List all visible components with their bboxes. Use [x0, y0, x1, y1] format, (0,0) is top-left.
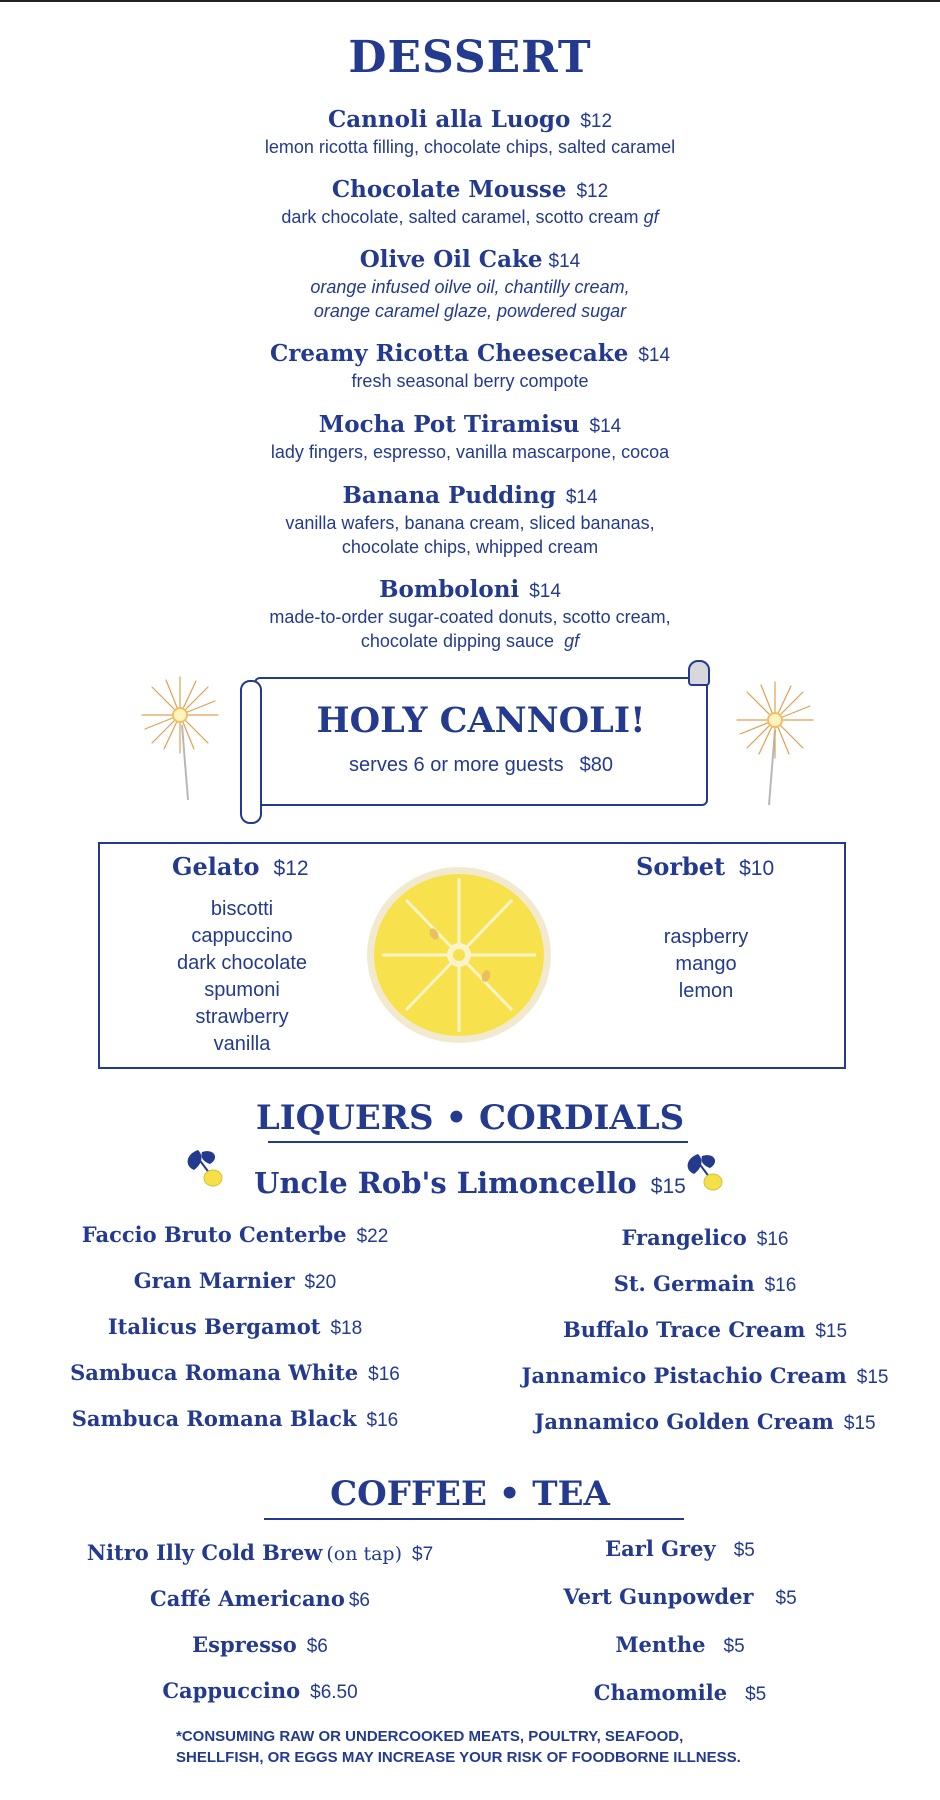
item-price: $22	[356, 1226, 389, 1247]
item-price: $5	[775, 1588, 797, 1609]
list-item	[40, 1586, 480, 1612]
list-item	[480, 1536, 880, 1562]
list-item	[475, 1271, 935, 1297]
list-item: raspberry	[663, 926, 749, 948]
item-description: fresh seasonal berry compote	[351, 371, 589, 391]
list-item: biscotti	[210, 898, 274, 920]
holy-cannoli-price: $80	[579, 754, 613, 776]
menu-item	[0, 576, 940, 653]
lemon-slice-icon	[364, 864, 554, 1046]
item-name: Sambuca Romana Black	[71, 1406, 357, 1431]
list-item	[480, 1680, 880, 1706]
menu-item	[0, 482, 940, 559]
item-price: $20	[304, 1272, 337, 1293]
item-description-line: vanilla wafers, banana cream, sliced bananas,	[285, 513, 655, 533]
disclaimer-line: SHELLFISH, OR EGGS MAY INCREASE YOUR RISK OF FOODBORNE ILLNESS.	[176, 1749, 741, 1766]
item-description-line: made-to-order sugar-coated donuts, scotto cream,	[269, 607, 671, 627]
item-name: Italicus Bergamot	[107, 1314, 321, 1339]
item-name: Olive Oil Cake	[359, 246, 543, 273]
item-name: Creamy Ricotta Cheesecake	[269, 340, 629, 367]
item-price: $14	[565, 487, 598, 508]
item-description-line: chocolate dipping sauce	[360, 631, 555, 651]
item-name: Vert Gunpowder	[563, 1584, 754, 1609]
list-item	[475, 1409, 935, 1435]
list-item	[0, 1222, 470, 1248]
sorbet-price: $10	[739, 857, 775, 880]
item-name: Jannamico Pistachio Cream	[521, 1363, 847, 1388]
scroll-roll-right	[688, 660, 710, 686]
holy-cannoli-title: HOLY CANNOLI!	[316, 700, 646, 741]
sorbet-flavor-list	[606, 924, 806, 1005]
item-name: Buffalo Trace Cream	[562, 1317, 806, 1342]
list-item	[0, 1268, 470, 1294]
item-price: $14	[529, 581, 561, 602]
list-item: cappuccino	[191, 925, 293, 947]
coffee-heading: COFFEE • TEA	[330, 1474, 610, 1514]
item-name: Bomboloni	[379, 576, 520, 603]
sorbet-header	[636, 852, 774, 881]
item-name: Menthe	[615, 1632, 706, 1657]
list-item: spumoni	[204, 979, 280, 1001]
item-price: $16	[764, 1275, 797, 1296]
holy-cannoli-subtitle: serves 6 or more guests	[349, 754, 564, 776]
item-name: Banana Pudding	[342, 482, 556, 509]
item-price: $16	[366, 1410, 399, 1431]
item-price: $12	[576, 181, 609, 202]
item-price: $14	[548, 251, 581, 272]
section-underline	[264, 1518, 684, 1520]
item-price: $15	[815, 1321, 848, 1342]
item-name: Mocha Pot Tiramisu	[318, 411, 580, 438]
menu-item	[0, 411, 940, 464]
item-note: (on tap)	[326, 1543, 403, 1565]
item-description-line: orange infused oilve oil, chantilly cream,	[310, 277, 630, 297]
disclaimer-line: *CONSUMING RAW OR UNDERCOOKED MEATS, POULTRY, SEAFOOD,	[176, 1728, 684, 1745]
gelato-price: $12	[273, 857, 309, 880]
list-item	[480, 1632, 880, 1658]
top-rule	[0, 0, 940, 2]
item-price: $16	[368, 1364, 400, 1385]
item-price: $6.50	[310, 1682, 358, 1703]
item-price: $12	[580, 111, 613, 132]
list-item	[475, 1363, 935, 1389]
list-item	[40, 1678, 480, 1704]
featured-price: $15	[650, 1175, 686, 1198]
sorbet-title: Sorbet	[636, 852, 726, 881]
featured-liqueur	[0, 1166, 940, 1200]
gelato-flavor-list	[142, 896, 342, 1058]
item-name: Cappuccino	[162, 1678, 301, 1703]
list-item	[0, 1360, 470, 1386]
item-name: Chocolate Mousse	[331, 176, 567, 203]
list-item: lemon	[678, 980, 734, 1002]
item-name: Caffé Americano	[150, 1586, 345, 1611]
item-price: $6	[306, 1636, 328, 1657]
list-item	[0, 1314, 470, 1340]
menu-item	[0, 106, 940, 159]
liqueurs-heading: LIQUERS • CORDIALS	[255, 1098, 685, 1138]
item-name: Jannamico Golden Cream	[534, 1409, 834, 1434]
list-item: strawberry	[195, 1006, 289, 1028]
gluten-free-tag: gf	[643, 207, 659, 227]
health-disclaimer	[176, 1726, 741, 1768]
item-description-line: chocolate chips, whipped cream	[341, 537, 599, 557]
item-name: Earl Grey	[605, 1536, 716, 1561]
gelato-header	[172, 852, 309, 881]
list-item: mango	[675, 953, 737, 975]
list-item: dark chocolate	[176, 952, 308, 974]
item-name: St. Germain	[613, 1271, 755, 1296]
item-name: Espresso	[192, 1632, 297, 1657]
item-description: dark chocolate, salted caramel, scotto cream	[281, 207, 639, 227]
item-price: $16	[756, 1229, 789, 1250]
item-name: Gran Marnier	[133, 1268, 295, 1293]
sparkler-icon	[725, 670, 825, 810]
section-underline	[268, 1141, 688, 1143]
item-price: $5	[733, 1540, 755, 1561]
item-name: Faccio Bruto Centerbe	[81, 1222, 347, 1247]
item-price: $15	[843, 1413, 876, 1434]
menu-item	[0, 176, 940, 229]
item-price: $6	[348, 1590, 370, 1611]
item-price: $14	[589, 416, 622, 437]
item-price: $18	[330, 1318, 363, 1339]
gluten-free-tag: gf	[564, 631, 580, 651]
list-item: vanilla	[213, 1033, 271, 1055]
list-item	[40, 1632, 480, 1658]
menu-item	[0, 340, 940, 393]
item-name: Nitro Illy Cold Brew	[86, 1540, 323, 1565]
item-description: lady fingers, espresso, vanilla mascarpone, cocoa	[270, 442, 670, 462]
item-name: Frangelico	[621, 1225, 747, 1250]
item-price: $15	[856, 1367, 889, 1388]
item-price: $5	[745, 1684, 767, 1705]
featured-name: Uncle Rob's Limoncello	[254, 1166, 637, 1200]
list-item	[475, 1225, 935, 1251]
item-name: Cannoli alla Luogo	[327, 106, 571, 133]
list-item	[480, 1584, 880, 1610]
list-item	[475, 1317, 935, 1343]
item-price: $7	[412, 1544, 434, 1565]
gelato-title: Gelato	[172, 852, 260, 881]
list-item	[0, 1406, 470, 1432]
list-item	[40, 1540, 480, 1566]
item-price: $14	[638, 345, 671, 366]
menu-item	[0, 246, 940, 323]
holy-cannoli-banner	[240, 660, 710, 825]
item-description: lemon ricotta filling, chocolate chips, salted caramel	[264, 137, 676, 157]
scroll-banner	[254, 677, 708, 806]
sparkler-icon	[130, 665, 230, 805]
item-name: Chamomile	[593, 1680, 728, 1705]
item-name: Sambuca Romana White	[70, 1360, 359, 1385]
item-description-line: orange caramel glaze, powdered sugar	[313, 301, 627, 321]
item-price: $5	[723, 1636, 745, 1657]
dessert-heading: DESSERT	[348, 32, 592, 83]
